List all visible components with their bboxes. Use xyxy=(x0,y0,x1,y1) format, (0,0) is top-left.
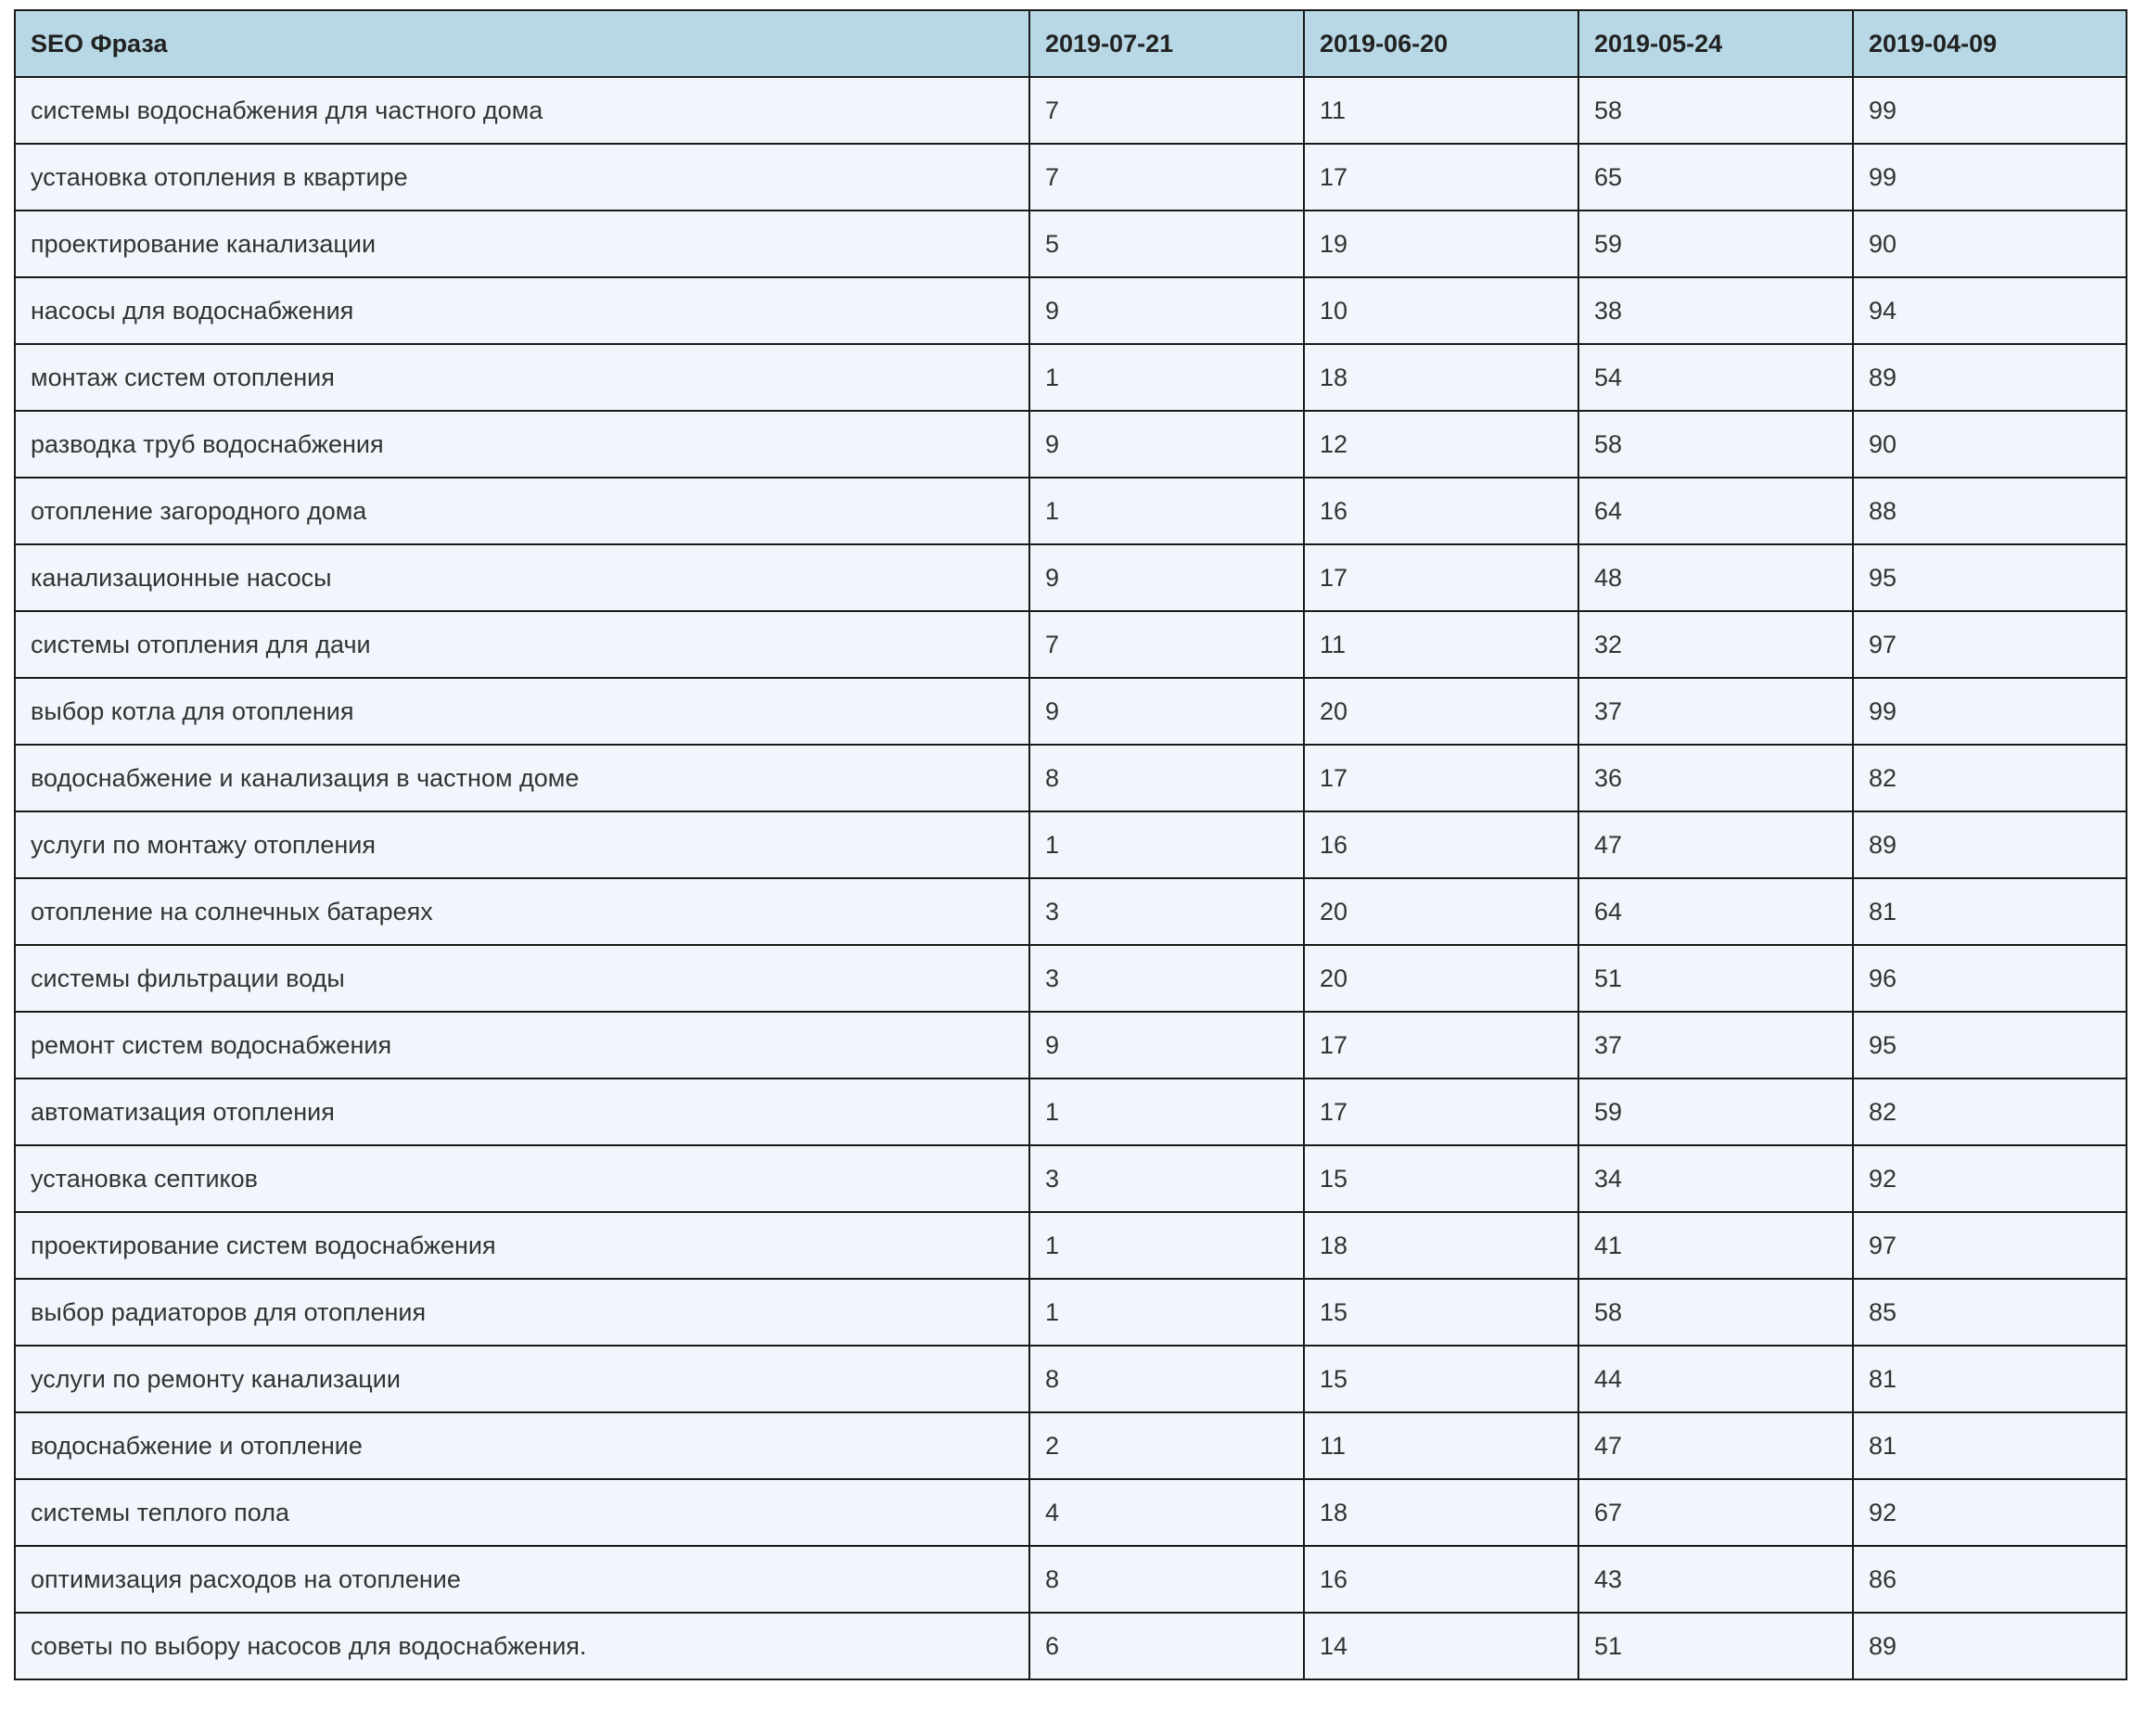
table-row xyxy=(15,277,2127,344)
table-row xyxy=(15,1412,2127,1479)
rank-cell-2019-06-20: 17 xyxy=(1304,1012,1578,1079)
rank-cell-2019-07-21: 9 xyxy=(1029,1012,1304,1079)
phrase-cell: насосы для водоснабжения xyxy=(15,277,1029,344)
rank-cell-2019-07-21: 1 xyxy=(1029,344,1304,411)
table-row xyxy=(15,1479,2127,1546)
table-row xyxy=(15,1079,2127,1145)
rank-cell-2019-05-24: 58 xyxy=(1578,411,1853,478)
phrase-cell: канализационные насосы xyxy=(15,544,1029,611)
rank-cell-2019-04-09: 99 xyxy=(1853,144,2127,211)
table-row xyxy=(15,144,2127,211)
rank-cell-2019-07-21: 4 xyxy=(1029,1479,1304,1546)
rank-cell-2019-05-24: 59 xyxy=(1578,211,1853,277)
rank-cell-2019-05-24: 32 xyxy=(1578,611,1853,678)
header-date-2019-06-20: 2019-06-20 xyxy=(1304,10,1578,77)
rank-cell-2019-04-09: 95 xyxy=(1853,544,2127,611)
rank-cell-2019-05-24: 64 xyxy=(1578,478,1853,544)
phrase-cell: системы отопления для дачи xyxy=(15,611,1029,678)
rank-cell-2019-06-20: 15 xyxy=(1304,1279,1578,1346)
rank-cell-2019-07-21: 5 xyxy=(1029,211,1304,277)
rank-cell-2019-07-21: 1 xyxy=(1029,1212,1304,1279)
table-row xyxy=(15,411,2127,478)
rank-cell-2019-06-20: 11 xyxy=(1304,611,1578,678)
rank-cell-2019-06-20: 15 xyxy=(1304,1145,1578,1212)
rank-cell-2019-05-24: 37 xyxy=(1578,678,1853,745)
rank-cell-2019-05-24: 44 xyxy=(1578,1346,1853,1412)
rank-cell-2019-07-21: 3 xyxy=(1029,1145,1304,1212)
rank-cell-2019-04-09: 81 xyxy=(1853,1412,2127,1479)
table-row xyxy=(15,1012,2127,1079)
rank-cell-2019-05-24: 34 xyxy=(1578,1145,1853,1212)
phrase-cell: услуги по ремонту канализации xyxy=(15,1346,1029,1412)
rank-cell-2019-05-24: 64 xyxy=(1578,878,1853,945)
table-row xyxy=(15,344,2127,411)
rank-cell-2019-05-24: 47 xyxy=(1578,1412,1853,1479)
rank-cell-2019-06-20: 16 xyxy=(1304,811,1578,878)
rank-cell-2019-04-09: 90 xyxy=(1853,411,2127,478)
rank-cell-2019-04-09: 81 xyxy=(1853,1346,2127,1412)
rank-cell-2019-06-20: 20 xyxy=(1304,945,1578,1012)
rank-cell-2019-07-21: 7 xyxy=(1029,77,1304,144)
rank-cell-2019-06-20: 16 xyxy=(1304,1546,1578,1613)
rank-cell-2019-07-21: 1 xyxy=(1029,1079,1304,1145)
rank-cell-2019-07-21: 1 xyxy=(1029,478,1304,544)
rank-cell-2019-05-24: 59 xyxy=(1578,1079,1853,1145)
rank-cell-2019-06-20: 18 xyxy=(1304,1479,1578,1546)
phrase-cell: автоматизация отопления xyxy=(15,1079,1029,1145)
table-row xyxy=(15,1613,2127,1679)
rank-cell-2019-05-24: 47 xyxy=(1578,811,1853,878)
phrase-cell: проектирование систем водоснабжения xyxy=(15,1212,1029,1279)
seo-rankings-table xyxy=(14,9,2127,1680)
phrase-cell: разводка труб водоснабжения xyxy=(15,411,1029,478)
rank-cell-2019-06-20: 10 xyxy=(1304,277,1578,344)
rank-cell-2019-04-09: 82 xyxy=(1853,745,2127,811)
rank-cell-2019-07-21: 1 xyxy=(1029,811,1304,878)
rank-cell-2019-05-24: 37 xyxy=(1578,1012,1853,1079)
rank-cell-2019-07-21: 3 xyxy=(1029,945,1304,1012)
rank-cell-2019-06-20: 17 xyxy=(1304,144,1578,211)
rank-cell-2019-07-21: 8 xyxy=(1029,1346,1304,1412)
rank-cell-2019-06-20: 17 xyxy=(1304,745,1578,811)
rank-cell-2019-05-24: 65 xyxy=(1578,144,1853,211)
rank-cell-2019-07-21: 3 xyxy=(1029,878,1304,945)
table-row xyxy=(15,1279,2127,1346)
rank-cell-2019-06-20: 20 xyxy=(1304,878,1578,945)
table-row xyxy=(15,1546,2127,1613)
rank-cell-2019-05-24: 43 xyxy=(1578,1546,1853,1613)
rank-cell-2019-07-21: 9 xyxy=(1029,277,1304,344)
rank-cell-2019-04-09: 81 xyxy=(1853,878,2127,945)
rank-cell-2019-05-24: 51 xyxy=(1578,1613,1853,1679)
rank-cell-2019-06-20: 17 xyxy=(1304,1079,1578,1145)
rank-cell-2019-04-09: 90 xyxy=(1853,211,2127,277)
rank-cell-2019-04-09: 85 xyxy=(1853,1279,2127,1346)
table-row xyxy=(15,1145,2127,1212)
rank-cell-2019-07-21: 9 xyxy=(1029,544,1304,611)
rank-cell-2019-06-20: 20 xyxy=(1304,678,1578,745)
rank-cell-2019-06-20: 15 xyxy=(1304,1346,1578,1412)
rank-cell-2019-07-21: 8 xyxy=(1029,1546,1304,1613)
phrase-cell: выбор радиаторов для отопления xyxy=(15,1279,1029,1346)
rank-cell-2019-04-09: 92 xyxy=(1853,1145,2127,1212)
rank-cell-2019-07-21: 6 xyxy=(1029,1613,1304,1679)
rank-cell-2019-04-09: 99 xyxy=(1853,77,2127,144)
phrase-cell: отопление загородного дома xyxy=(15,478,1029,544)
phrase-cell: советы по выбору насосов для водоснабжения. xyxy=(15,1613,1029,1679)
phrase-cell: установка отопления в квартире xyxy=(15,144,1029,211)
rank-cell-2019-06-20: 19 xyxy=(1304,211,1578,277)
phrase-cell: ремонт систем водоснабжения xyxy=(15,1012,1029,1079)
table-row xyxy=(15,1346,2127,1412)
rank-cell-2019-06-20: 17 xyxy=(1304,544,1578,611)
rank-cell-2019-05-24: 41 xyxy=(1578,1212,1853,1279)
rank-cell-2019-04-09: 92 xyxy=(1853,1479,2127,1546)
rank-cell-2019-04-09: 82 xyxy=(1853,1079,2127,1145)
rank-cell-2019-06-20: 18 xyxy=(1304,1212,1578,1279)
rank-cell-2019-05-24: 58 xyxy=(1578,77,1853,144)
rank-cell-2019-05-24: 54 xyxy=(1578,344,1853,411)
table-row xyxy=(15,77,2127,144)
rank-cell-2019-04-09: 89 xyxy=(1853,1613,2127,1679)
rank-cell-2019-06-20: 14 xyxy=(1304,1613,1578,1679)
table-row xyxy=(15,745,2127,811)
phrase-cell: системы теплого пола xyxy=(15,1479,1029,1546)
table-row xyxy=(15,544,2127,611)
rank-cell-2019-07-21: 9 xyxy=(1029,678,1304,745)
table-row xyxy=(15,811,2127,878)
rank-cell-2019-05-24: 51 xyxy=(1578,945,1853,1012)
rank-cell-2019-05-24: 48 xyxy=(1578,544,1853,611)
rank-cell-2019-04-09: 99 xyxy=(1853,678,2127,745)
rank-cell-2019-07-21: 1 xyxy=(1029,1279,1304,1346)
table-row xyxy=(15,678,2127,745)
phrase-cell: отопление на солнечных батареях xyxy=(15,878,1029,945)
rank-cell-2019-04-09: 88 xyxy=(1853,478,2127,544)
rank-cell-2019-07-21: 2 xyxy=(1029,1412,1304,1479)
phrase-cell: проектирование канализации xyxy=(15,211,1029,277)
rank-cell-2019-05-24: 36 xyxy=(1578,745,1853,811)
rank-cell-2019-04-09: 86 xyxy=(1853,1546,2127,1613)
header-date-2019-05-24: 2019-05-24 xyxy=(1578,10,1853,77)
table-body xyxy=(15,77,2127,1679)
rank-cell-2019-06-20: 11 xyxy=(1304,1412,1578,1479)
rank-cell-2019-04-09: 96 xyxy=(1853,945,2127,1012)
phrase-cell: монтаж систем отопления xyxy=(15,344,1029,411)
rank-cell-2019-04-09: 95 xyxy=(1853,1012,2127,1079)
phrase-cell: выбор котла для отопления xyxy=(15,678,1029,745)
table-row xyxy=(15,611,2127,678)
rank-cell-2019-04-09: 94 xyxy=(1853,277,2127,344)
table-row xyxy=(15,878,2127,945)
table-row xyxy=(15,1212,2127,1279)
rank-cell-2019-05-24: 67 xyxy=(1578,1479,1853,1546)
phrase-cell: установка септиков xyxy=(15,1145,1029,1212)
rank-cell-2019-07-21: 8 xyxy=(1029,745,1304,811)
rank-cell-2019-07-21: 7 xyxy=(1029,611,1304,678)
rank-cell-2019-06-20: 11 xyxy=(1304,77,1578,144)
rank-cell-2019-04-09: 97 xyxy=(1853,611,2127,678)
phrase-cell: системы фильтрации воды xyxy=(15,945,1029,1012)
phrase-cell: системы водоснабжения для частного дома xyxy=(15,77,1029,144)
rank-cell-2019-04-09: 89 xyxy=(1853,811,2127,878)
rank-cell-2019-07-21: 9 xyxy=(1029,411,1304,478)
table-row xyxy=(15,478,2127,544)
table-row xyxy=(15,945,2127,1012)
header-date-2019-04-09: 2019-04-09 xyxy=(1853,10,2127,77)
table-header-row xyxy=(15,10,2127,77)
header-seo-phrase: SEO Фраза xyxy=(15,10,1029,77)
rank-cell-2019-06-20: 16 xyxy=(1304,478,1578,544)
rank-cell-2019-07-21: 7 xyxy=(1029,144,1304,211)
phrase-cell: оптимизация расходов на отопление xyxy=(15,1546,1029,1613)
rank-cell-2019-05-24: 38 xyxy=(1578,277,1853,344)
phrase-cell: водоснабжение и канализация в частном доме xyxy=(15,745,1029,811)
rank-cell-2019-05-24: 58 xyxy=(1578,1279,1853,1346)
seo-rankings-table-container xyxy=(14,9,2126,1680)
rank-cell-2019-04-09: 97 xyxy=(1853,1212,2127,1279)
phrase-cell: водоснабжение и отопление xyxy=(15,1412,1029,1479)
rank-cell-2019-06-20: 18 xyxy=(1304,344,1578,411)
header-date-2019-07-21: 2019-07-21 xyxy=(1029,10,1304,77)
phrase-cell: услуги по монтажу отопления xyxy=(15,811,1029,878)
rank-cell-2019-04-09: 89 xyxy=(1853,344,2127,411)
rank-cell-2019-06-20: 12 xyxy=(1304,411,1578,478)
table-row xyxy=(15,211,2127,277)
